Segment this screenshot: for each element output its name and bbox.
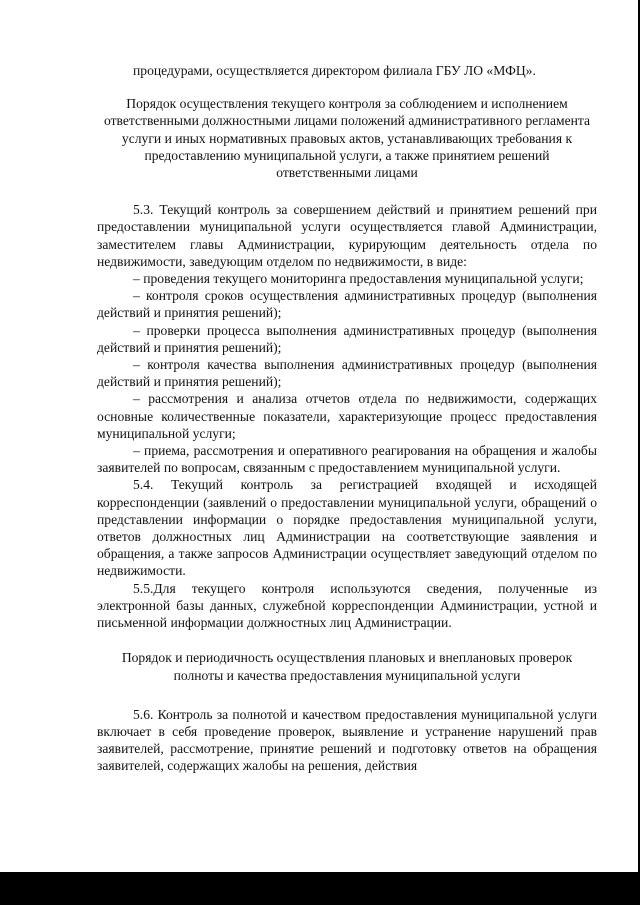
spacer [97,631,597,649]
paragraph-5-3: 5.3. Текущий контроль за совершением действий и принятием решений при предоставлении муниципальной услуги осуществляется главой Администрации, заместителем главы Администрации, курирующим деятельность отдела по недвижимости, заведующим отделом по недвижимости, в виде: [97,202,597,269]
list-item: – проверки процесса выполнения административных процедур (выполнения действий и принятия решений); [97,322,597,355]
list-item: – контроля сроков осуществления административных процедур (выполнения действий и принятия решений); [97,288,597,321]
spacer [97,79,597,95]
list-item: – приема, рассмотрения и оперативного реагирования на обращения и жалобы заявителей по вопросам, связанным с предоставлением муниципальной услуги. [97,443,597,476]
intro-line: процедурами, осуществляется директором филиала ГБУ ЛО «МФЦ». [133,63,536,78]
list-item: – проведения текущего мониторинга предоставления муниципальной услуги; [133,271,584,287]
spacer [97,181,597,201]
scan-bottom-border [0,872,640,905]
paragraph-5-4: 5.4. Текущий контроль за регистрацией входящей и исходящей корреспонденции (заявлений о предоставлении муниципальной услуги, обращений о представлении информации о порядке предоставления муниципальной услуги, ответов должностных лиц Администрации на соответствующие заявления и обращения, а также запросов Администрации осуществляет заведующий отделом по недвижимости. [97,477,597,579]
list-item: – рассмотрения и анализа отчетов отдела по недвижимости, содержащих основные количественные показатели, характеризующие процесс предоставления муниципальной услуги; [97,391,597,441]
section-heading-current-control: Порядок осуществления текущего контроля за соблюдением и исполнением ответственными должностными лицами положений административного регламента услуги и иных нормативных правовых актов, устанавливающих требования к предоставлению муниципальной услуги, а также принятием решений ответственными лицами [103,96,591,181]
section-heading-inspections: Порядок и периодичность осуществления плановых и внеплановых проверок полноты и качества предоставления муниципальной услуги [121,650,573,683]
spacer [97,684,597,706]
list-item: – контроля качества выполнения административных процедур (выполнения действий и принятия решений); [97,357,597,390]
paragraph-5-6: 5.6. Контроль за полнотой и качеством предоставления муниципальной услуги включает в себя проведение проверок, выявление и устранение нарушений прав заявителей, рассмотрение, принятие решений и подготовку ответов на обращения заявителей, содержащих жалобы на решения, действия [97,706,597,774]
paragraph-5-5: 5.5.Для текущего контроля используются сведения, полученные из электронной базы данных, служебной корреспонденции Администрации, устной и письменной информации должностных лиц Администрации. [97,580,597,631]
document-body [97,62,597,775]
